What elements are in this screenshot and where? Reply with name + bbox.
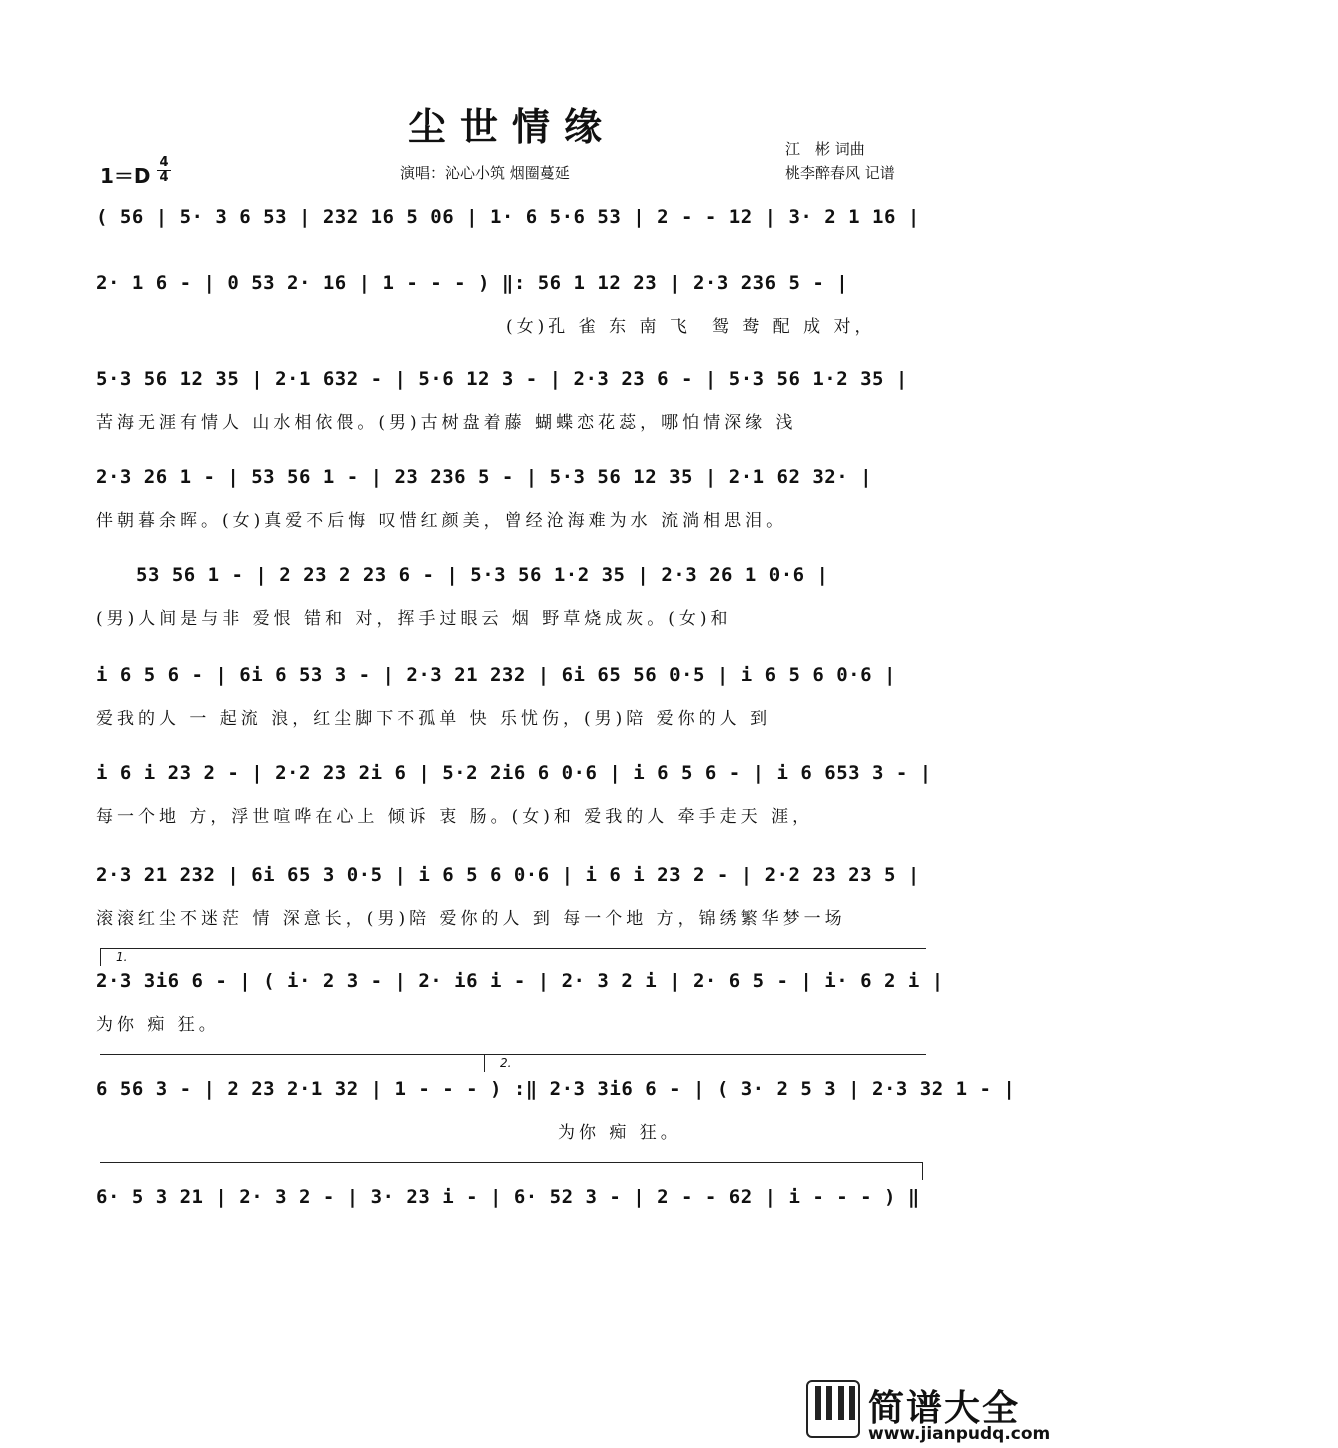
second-ending-bracket <box>484 1054 926 1055</box>
notation-line: 2·3 3i6 6 - | ( i· 2 3 - | 2· i6 i - | 2· 3 2 i | 2· 6 5 - | i· 6 2 i | <box>96 970 944 992</box>
piano-keys-icon <box>806 1380 860 1438</box>
lyrics-line: 为你 痴 狂。 <box>96 1123 682 1143</box>
lyricist-composer-credit: 江 彬 词曲 <box>785 140 865 158</box>
lyrics-line: 为你 痴 狂。 <box>96 1015 220 1035</box>
lyrics-line: 滚滚红尘不迷茫 情 深意长，(男)陪 爱你的人 到 每一个地 方，锦绣繁华梦一场 <box>96 909 846 929</box>
singers-credit: 演唱：沁心小筑 烟圈蔓延 <box>400 164 570 182</box>
notation-line: i 6 i 23 2 - | 2·2 23 2i 6 | 5·2 2i6 6 0·6 | i 6 5 6 - | i 6 653 3 - | <box>96 762 932 784</box>
notation-line: 2·3 26 1 - | 53 56 1 - | 23 236 5 - | 5·3 56 12 35 | 2·1 62 32· | <box>96 466 873 488</box>
lyrics-line: 苦海无涯有情人 山水相依偎。(男)古树盘着藤 蝴蝶恋花蕊，哪怕情深缘 浅 <box>96 413 797 433</box>
watermark-name: 简谱大全 <box>868 1388 1021 1429</box>
first-ending-number: 1. <box>116 950 128 964</box>
coda-bracket <box>100 1162 922 1163</box>
coda-bracket-tick <box>922 1162 923 1180</box>
lyrics-line: (女)孔 雀 东 南 飞 鸳 鸯 配 成 对， <box>506 317 876 337</box>
lyrics-line: 伴朝暮余晖。(女)真爱不后悔 叹惜红颜美，曾经沧海难为水 流淌相思泪。 <box>96 511 788 531</box>
song-title: 尘世情缘 <box>407 104 616 149</box>
first-ending-tick <box>100 948 101 966</box>
lyrics-line: 每一个地 方，浮世喧哗在心上 倾诉 衷 肠。(女)和 爱我的人 牵手走天 涯， <box>96 807 814 827</box>
notation-line: i 6 5 6 - | 6i 6 53 3 - | 2·3 21 232 | 6i 65 56 0·5 | i 6 5 6 0·6 | <box>96 664 896 686</box>
time-signature-top: 4 <box>159 155 169 170</box>
transcriber-credit: 桃李醉春风 记谱 <box>785 164 895 182</box>
first-ending-continuation <box>100 1054 484 1055</box>
time-signature-bottom: 4 <box>157 170 171 185</box>
first-ending-bracket <box>100 948 926 949</box>
notation-line: 6· 5 3 21 | 2· 3 2 - | 3· 23 i - | 6· 52 3 - | 2 - - 62 | i - - - ) ‖ <box>96 1186 920 1208</box>
key-signature: 1＝D <box>100 164 151 188</box>
watermark-logo <box>806 1380 1051 1444</box>
second-ending-number: 2. <box>500 1056 512 1070</box>
notation-line: 2· 1 6 - | 0 53 2· 16 | 1 - - - ) ‖: 56 1 12 23 | 2·3 236 5 - | <box>96 272 849 294</box>
notation-line: 53 56 1 - | 2 23 2 23 6 - | 5·3 56 1·2 35 | 2·3 26 1 0·6 | <box>136 564 829 586</box>
watermark-url: www.jianpudq.com <box>868 1424 1051 1444</box>
notation-line: ( 56 | 5· 3 6 53 | 232 16 5 06 | 1· 6 5·6 53 | 2 - - 12 | 3· 2 1 16 | <box>96 206 920 228</box>
notation-line: 2·3 21 232 | 6i 65 3 0·5 | i 6 5 6 0·6 | i 6 i 23 2 - | 2·2 23 23 5 | <box>96 864 920 886</box>
notation-line: 6 56 3 - | 2 23 2·1 32 | 1 - - - ) :‖ 2·3 3i6 6 - | ( 3· 2 5 3 | 2·3 32 1 - | <box>96 1078 1016 1100</box>
lyrics-line: (男)人间是与非 爱恨 错和 对，挥手过眼云 烟 野草烧成灰。(女)和 <box>96 609 732 629</box>
lyrics-line: 爱我的人 一 起流 浪，红尘脚下不孤单 快 乐忧伤，(男)陪 爱你的人 到 <box>96 709 772 729</box>
notation-line: 5·3 56 12 35 | 2·1 632 - | 5·6 12 3 - | 2·3 23 6 - | 5·3 56 1·2 35 | <box>96 368 908 390</box>
second-ending-tick <box>484 1054 485 1072</box>
time-signature <box>157 156 171 185</box>
